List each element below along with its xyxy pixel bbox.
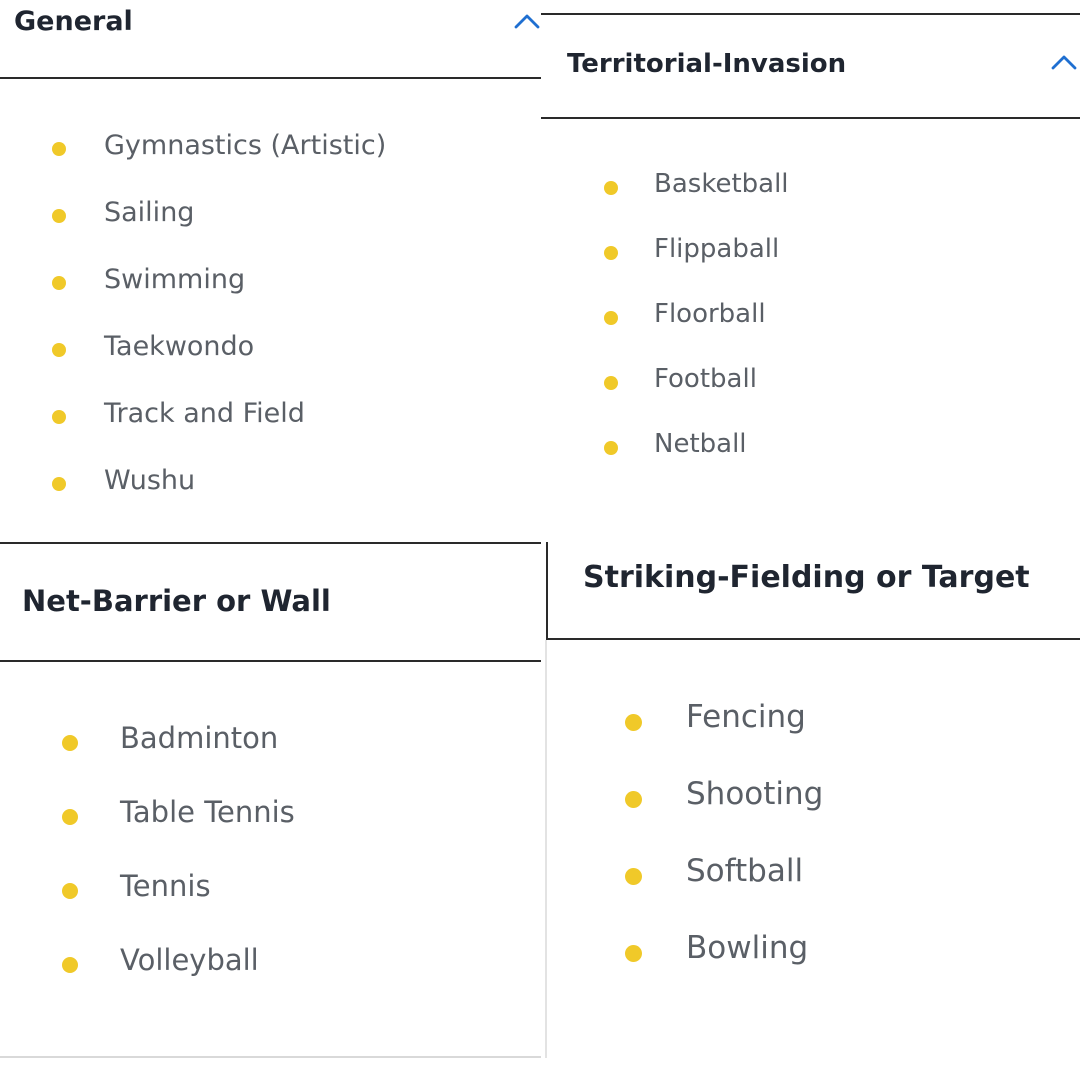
list-item-label: Fencing bbox=[686, 699, 806, 735]
list-item-label: Table Tennis bbox=[120, 795, 295, 829]
panel-striking-header[interactable] bbox=[548, 542, 1080, 640]
bullet bbox=[604, 441, 618, 455]
list-item-label: Track and Field bbox=[104, 398, 305, 429]
list-item bbox=[541, 230, 1080, 270]
list-item bbox=[0, 126, 541, 166]
list-item-label: Flippaball bbox=[654, 234, 780, 264]
list-item-label: Volleyball bbox=[120, 943, 259, 977]
bullet bbox=[52, 142, 66, 156]
list-item bbox=[541, 360, 1080, 400]
list-item-label: Badminton bbox=[120, 721, 279, 755]
list-item-label: Basketball bbox=[654, 169, 789, 199]
list-item bbox=[541, 425, 1080, 465]
list-item bbox=[548, 852, 1080, 892]
bullet bbox=[625, 791, 642, 808]
list-item-label: Softball bbox=[686, 853, 804, 889]
list-item-label: Floorball bbox=[654, 299, 766, 329]
bullet bbox=[625, 945, 642, 962]
panel-general bbox=[0, 0, 541, 542]
list-item bbox=[541, 295, 1080, 335]
panel-bottom-divider bbox=[0, 1056, 541, 1058]
bullet bbox=[625, 868, 642, 885]
panel-territorial-title: Territorial-Invasion bbox=[567, 49, 847, 79]
list-item bbox=[0, 327, 541, 367]
panel-territorial-header[interactable] bbox=[541, 15, 1080, 119]
bullet bbox=[62, 883, 78, 899]
list-item bbox=[548, 929, 1080, 969]
list-item-label: Bowling bbox=[686, 930, 809, 966]
list-item bbox=[0, 193, 541, 233]
list-item-label: Wushu bbox=[104, 465, 196, 496]
bullet bbox=[625, 714, 642, 731]
list-item bbox=[0, 940, 541, 980]
list-item-label: Taekwondo bbox=[104, 331, 255, 362]
panel-territorial-invasion bbox=[541, 13, 1080, 542]
bullet bbox=[62, 809, 78, 825]
list-item bbox=[548, 698, 1080, 738]
list-item-label: Football bbox=[654, 364, 757, 394]
panel-general-title: General bbox=[14, 6, 133, 37]
list-item bbox=[0, 461, 541, 501]
list-item bbox=[0, 394, 541, 434]
list-item bbox=[0, 866, 541, 906]
chevron-up-icon[interactable] bbox=[1051, 53, 1077, 71]
bullet bbox=[604, 246, 618, 260]
bullet bbox=[52, 276, 66, 290]
bullet bbox=[604, 181, 618, 195]
panel-net-barrier-title: Net-Barrier or Wall bbox=[22, 584, 331, 618]
bullet bbox=[62, 957, 78, 973]
panel-general-header[interactable] bbox=[0, 0, 541, 79]
list-item bbox=[0, 792, 541, 832]
list-item-label: Shooting bbox=[686, 776, 824, 812]
panel-seam-light bbox=[545, 640, 547, 1058]
bullet bbox=[604, 311, 618, 325]
list-item-label: Netball bbox=[654, 429, 747, 459]
bullet bbox=[52, 209, 66, 223]
bullet bbox=[52, 343, 66, 357]
panel-net-barrier-header[interactable] bbox=[0, 544, 541, 662]
bullet bbox=[62, 735, 78, 751]
list-item-label: Swimming bbox=[104, 264, 246, 295]
list-item bbox=[0, 260, 541, 300]
bullet bbox=[52, 410, 66, 424]
list-item-label: Sailing bbox=[104, 197, 195, 228]
list-item-label: Tennis bbox=[120, 869, 211, 903]
list-item-label: Gymnastics (Artistic) bbox=[104, 130, 387, 161]
chevron-up-icon[interactable] bbox=[514, 12, 540, 30]
bullet bbox=[604, 376, 618, 390]
list-item bbox=[541, 165, 1080, 205]
list-item bbox=[548, 775, 1080, 815]
panel-seam-divider bbox=[546, 542, 548, 640]
panel-striking-fielding bbox=[548, 542, 1080, 1058]
bullet bbox=[52, 477, 66, 491]
panel-striking-title: Striking-Fielding or Target bbox=[583, 560, 1030, 595]
list-item bbox=[0, 718, 541, 758]
panel-net-barrier bbox=[0, 542, 541, 1058]
